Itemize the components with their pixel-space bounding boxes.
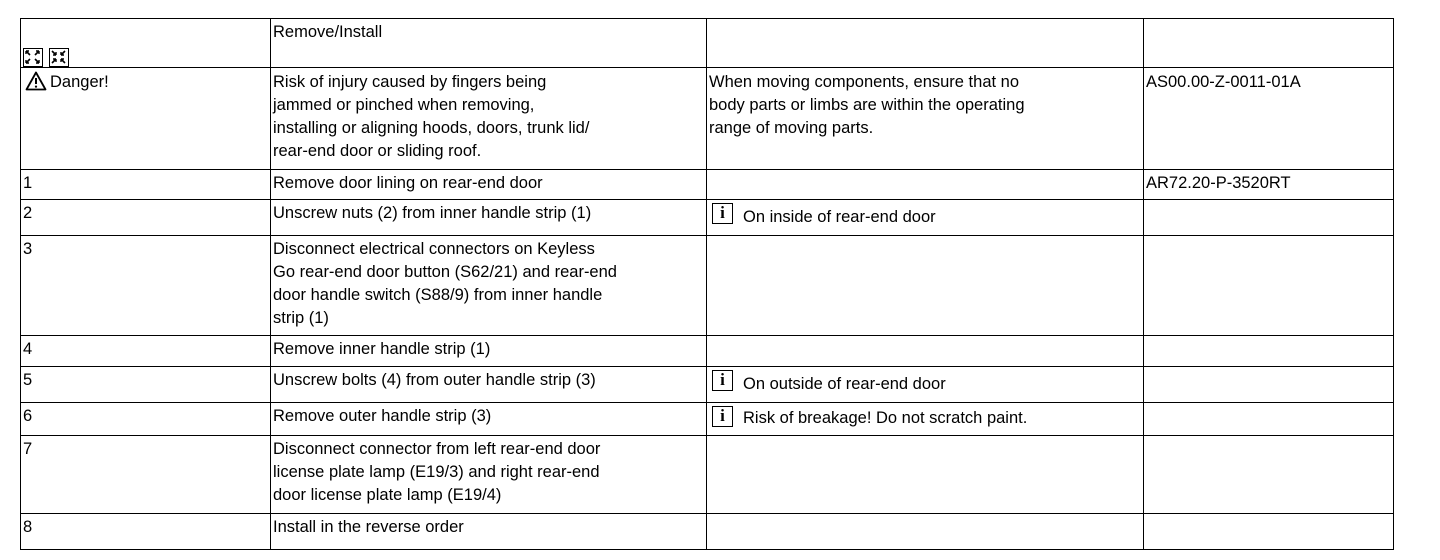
- step-number: 3: [21, 236, 271, 336]
- step-ref: [1144, 403, 1394, 436]
- step-note-cell: [707, 170, 1144, 200]
- danger-risk: Risk of injury caused by fingers being jammed or pinched when removing, installing or aligning hoods, doors, trunk lid/ rear-end door or sliding roof.: [271, 68, 707, 170]
- step-text: Remove inner handle strip (1): [271, 336, 707, 367]
- step-row: [21, 367, 1394, 403]
- step-note-cell: [707, 436, 1144, 514]
- info-icon: i: [712, 203, 733, 224]
- step-text: Install in the reverse order: [271, 514, 707, 550]
- install-icon: [49, 48, 69, 67]
- procedure-table: [20, 18, 1394, 550]
- danger-row: [21, 68, 1394, 170]
- step-number: 1: [21, 170, 271, 200]
- step-note-cell: [707, 200, 1144, 236]
- step-ref[interactable]: AR72.20-P-3520RT: [1144, 170, 1394, 200]
- danger-ref[interactable]: AS00.00-Z-0011-01A: [1144, 68, 1394, 170]
- step-row: [21, 200, 1394, 236]
- step-ref: [1144, 436, 1394, 514]
- step-ref: [1144, 367, 1394, 403]
- info-icon: i: [712, 370, 733, 391]
- step-text: Disconnect electrical connectors on Keyless Go rear-end door button (S62/21) and rear-end door handle switch (S88/9) from inner handle strip (1): [271, 236, 707, 336]
- step-note: Risk of breakage! Do not scratch paint.: [743, 409, 1028, 427]
- step-number: 6: [21, 403, 271, 436]
- step-note-cell: [707, 367, 1144, 403]
- danger-label: Danger!: [50, 73, 109, 91]
- danger-measure: When moving components, ensure that no body parts or limbs are within the operating range of moving parts.: [707, 68, 1144, 170]
- step-number: 4: [21, 336, 271, 367]
- step-ref: [1144, 236, 1394, 336]
- step-ref: [1144, 336, 1394, 367]
- step-number: 2: [21, 200, 271, 236]
- step-row: [21, 436, 1394, 514]
- step-row: [21, 170, 1394, 200]
- remove-icon: [23, 48, 43, 67]
- step-text: Disconnect connector from left rear-end door license plate lamp (E19/3) and right rear-end door license plate lamp (E19/4): [271, 436, 707, 514]
- step-row: [21, 236, 1394, 336]
- step-text: Remove outer handle strip (3): [271, 403, 707, 436]
- step-number: 8: [21, 514, 271, 550]
- header-icons-cell: [21, 19, 271, 68]
- step-note-cell: [707, 236, 1144, 336]
- step-number: 7: [21, 436, 271, 514]
- step-note-cell: [707, 336, 1144, 367]
- step-ref: [1144, 514, 1394, 550]
- header-empty-cell: [707, 19, 1144, 68]
- header-ref-cell: [1144, 19, 1394, 68]
- info-icon: i: [712, 406, 733, 427]
- step-row: [21, 514, 1394, 550]
- step-ref: [1144, 200, 1394, 236]
- step-text: Unscrew nuts (2) from inner handle strip (1): [271, 200, 707, 236]
- warning-triangle-icon: [25, 71, 47, 98]
- step-number: 5: [21, 367, 271, 403]
- step-row: [21, 403, 1394, 436]
- step-note-cell: [707, 514, 1144, 550]
- step-row: [21, 336, 1394, 367]
- step-text: Remove door lining on rear-end door: [271, 170, 707, 200]
- header-row: [21, 19, 1394, 68]
- step-text: Unscrew bolts (4) from outer handle strip (3): [271, 367, 707, 403]
- step-note: On outside of rear-end door: [743, 375, 946, 393]
- header-title: Remove/Install: [271, 19, 707, 68]
- danger-cell: [21, 68, 271, 170]
- step-note: On inside of rear-end door: [743, 208, 936, 226]
- step-note-cell: [707, 403, 1144, 436]
